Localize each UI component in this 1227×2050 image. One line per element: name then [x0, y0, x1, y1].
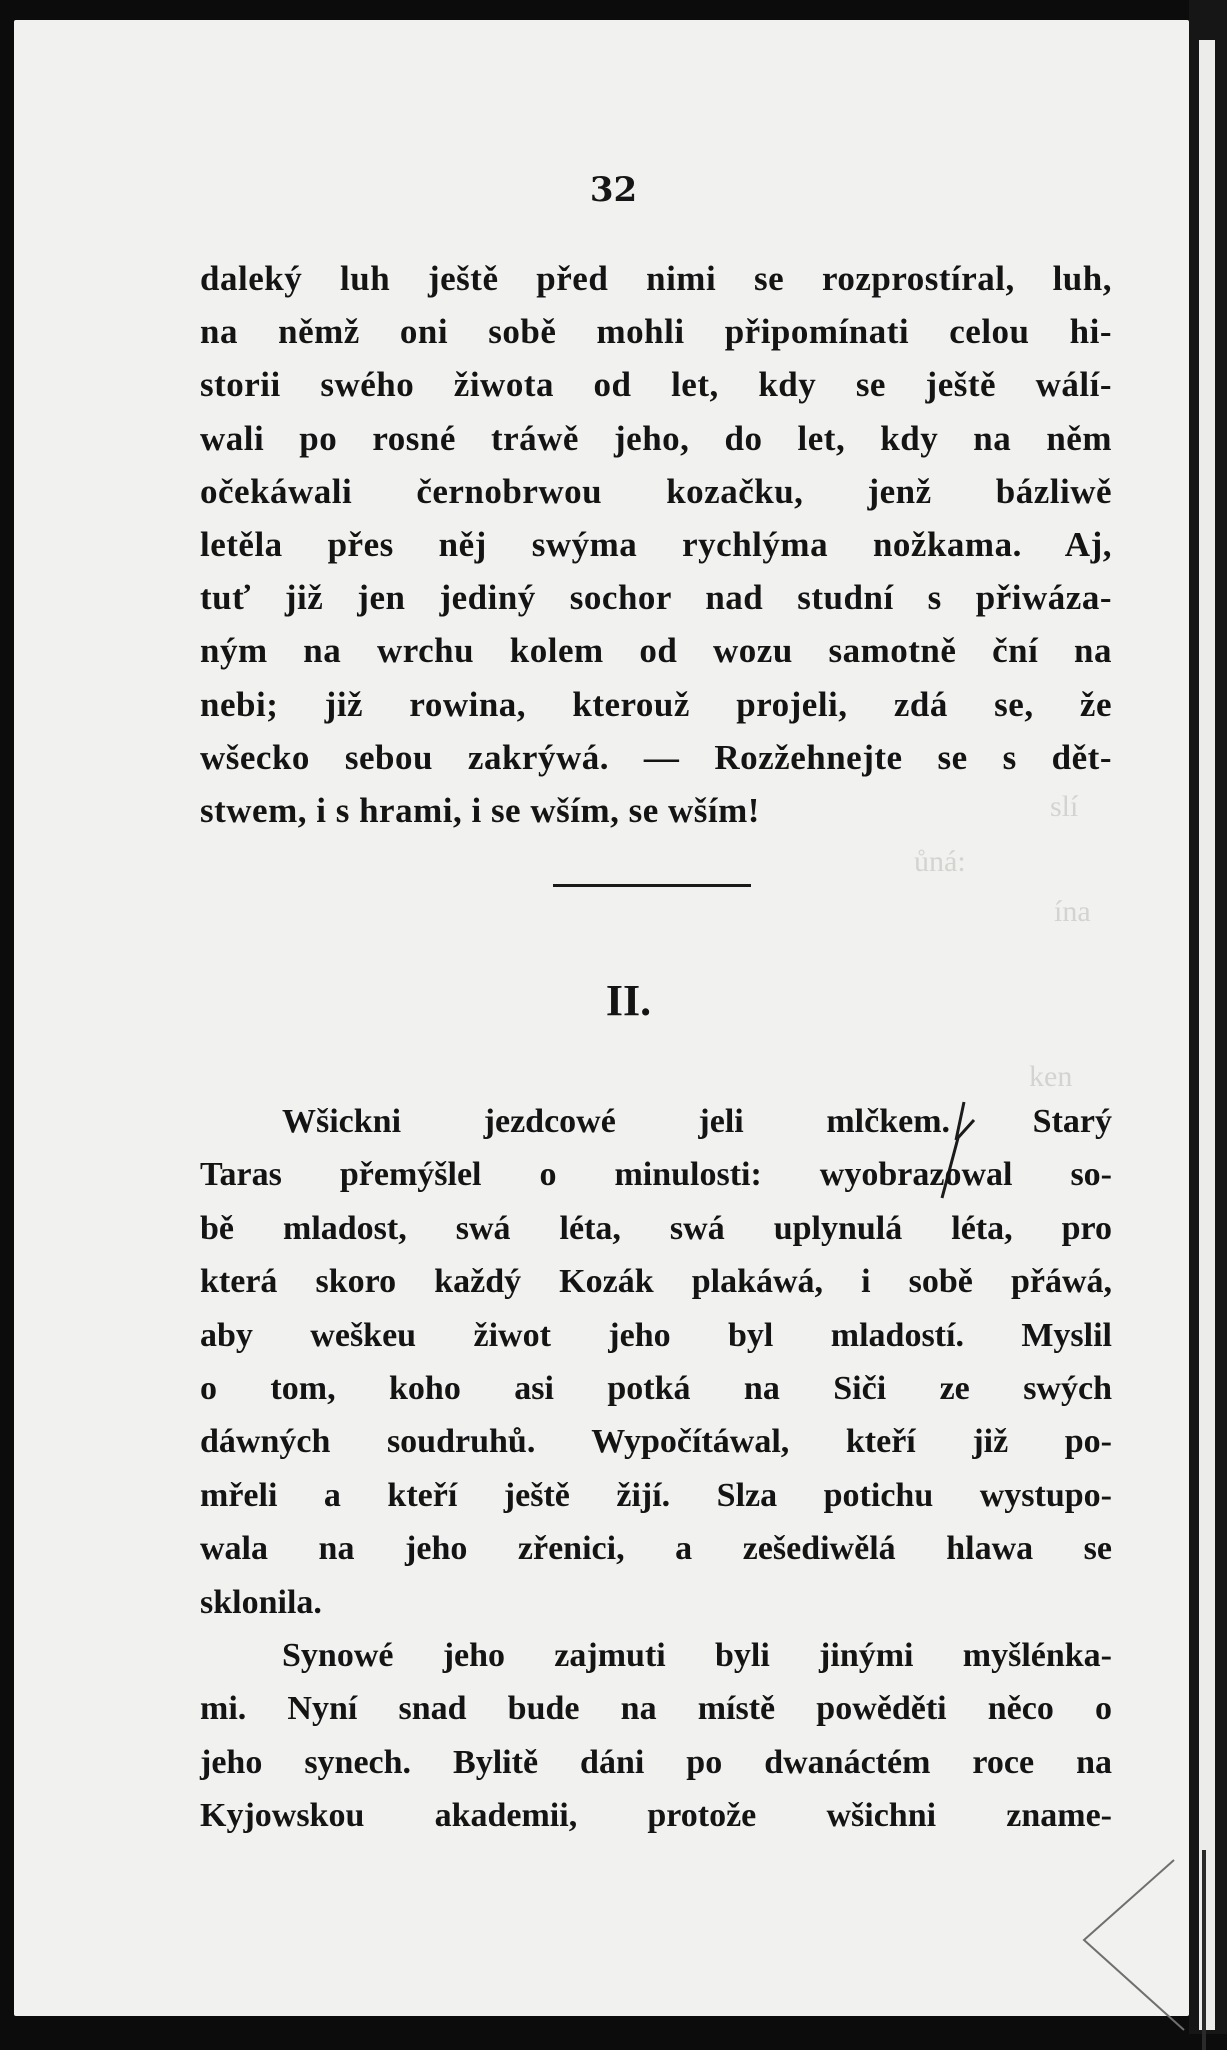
text-line: očekáwali černobrwou kozačku, jenž bázliwě — [200, 471, 1112, 511]
text-line: Taras přemýšlel o minulosti: wyobrazowal so- — [200, 1156, 1112, 1194]
text-line: dáwných soudruhů. Wypočítáwal, kteří již po- — [200, 1423, 1112, 1461]
text-line: která skoro každý Kozák plakáwá, i sobě přáwá, — [200, 1263, 1112, 1301]
text-line: wala na jeho zřenici, a zešediwělá hlawa se — [200, 1530, 1112, 1568]
paragraph-continuation — [200, 252, 1112, 837]
text-line: aby weškeu žiwot jeho byl mladostí. Myslil — [200, 1316, 1112, 1354]
text-line: storii swého žiwota od let, kdy se ještě wálí- — [200, 365, 1112, 405]
page-corner-fold — [1054, 1850, 1214, 2050]
page-number: 32 — [589, 170, 638, 210]
show-through-text: slí — [1050, 790, 1079, 823]
text-line: wšecko sebou zakrýwá. — Rozžehnejte se s dět- — [200, 737, 1112, 777]
adjacent-page-margin — [1199, 40, 1215, 2030]
text-line: letěla přes něj swýma rychlýma nožkama. Aj, — [200, 525, 1112, 565]
text-line: tuť již jen jediný sochor nad studní s přiwáza- — [200, 578, 1112, 618]
text-line: ným na wrchu kolem od wozu samotně ční na — [200, 631, 1112, 671]
text-line: sklonila. — [200, 1583, 322, 1621]
show-through-text: ken — [1029, 1060, 1073, 1093]
text-line: wali po rosné tráwě jeho, do let, kdy na něm — [200, 418, 1112, 458]
text-line: stwem, i s hrami, i se wším, se wším! — [200, 791, 760, 831]
text-line: Synowé jeho zajmuti byli jinými myšlénka- — [282, 1637, 1112, 1675]
text-line: mřeli a kteří ještě žijí. Slza potichu wystupo- — [200, 1476, 1112, 1514]
text-line: Kyjowskou akademii, protože wšichni zname- — [200, 1797, 1112, 1835]
section-body — [200, 1095, 1112, 1843]
text-line: Wšickni jezdcowé jeli mlčkem. Starý — [282, 1103, 1112, 1140]
text-line: bě mladost, swá léta, swá uplynulá léta, pro — [200, 1209, 1112, 1247]
text-line: daleký luh ještě před nimi se rozprostíral, luh, — [200, 259, 1112, 298]
text-line: na němž oni sobě mohli připomínati celou hi- — [200, 312, 1112, 352]
text-line: mi. Nyní snad bude na místě powěděti něco o — [200, 1690, 1112, 1728]
show-through-text: ína — [1054, 895, 1091, 928]
section-separator-rule — [553, 884, 751, 887]
show-through-text: ůná: — [914, 845, 966, 878]
text-line: nebi; již rowina, kterouž projeli, zdá se, že — [200, 684, 1112, 724]
text-line: jeho synech. Bylitě dáni po dwanáctém roce na — [200, 1743, 1112, 1781]
text-line: o tom, koho asi potká na Siči ze swých — [200, 1370, 1112, 1408]
section-heading: II. — [605, 976, 652, 1025]
